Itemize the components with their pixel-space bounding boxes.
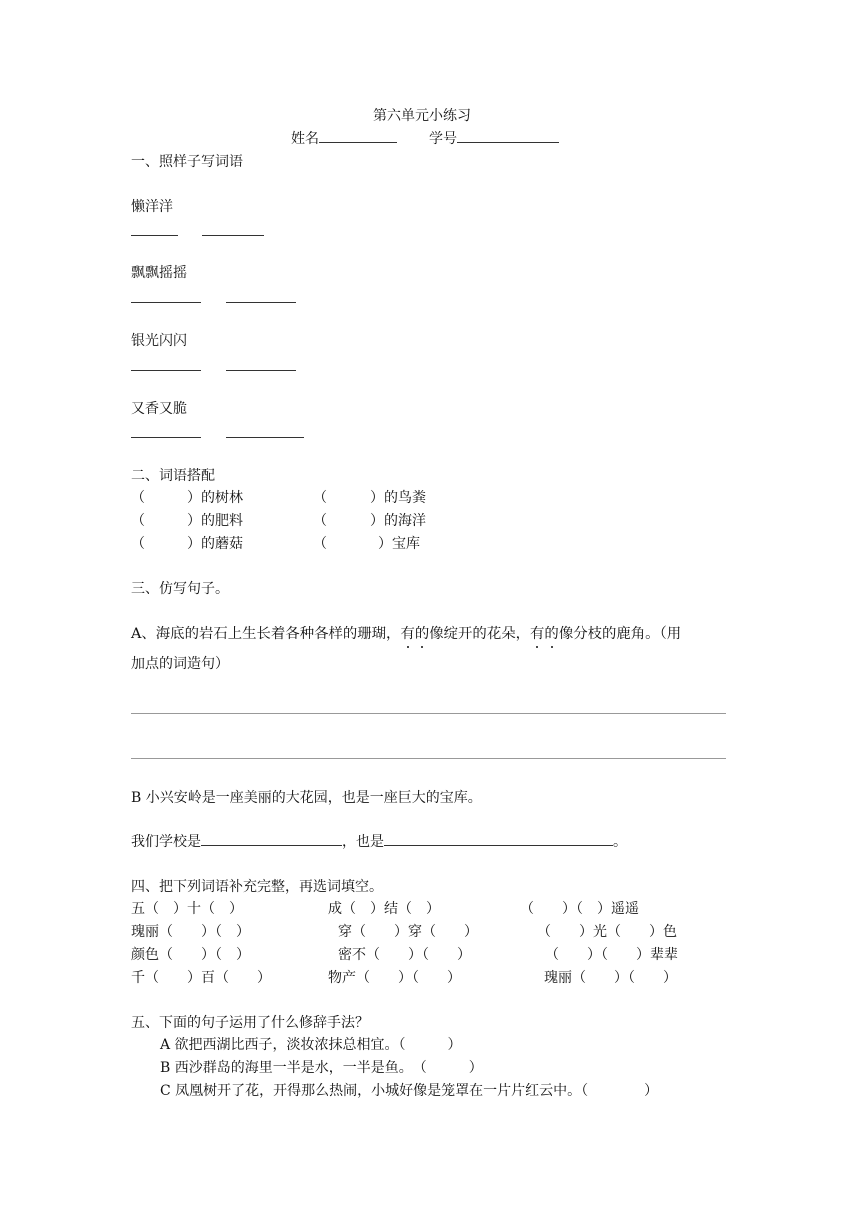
fill-text: 我们学校是: [131, 834, 201, 850]
fill-blank[interactable]: [384, 833, 613, 846]
example-word-3: 银光闪闪: [131, 333, 187, 349]
answer-blank[interactable]: [131, 302, 201, 303]
idiom-item: （ ）（ ）遥遥: [520, 901, 639, 917]
answer-blank[interactable]: [226, 370, 296, 371]
idiom-item: 物产（ ）（ ）: [328, 970, 461, 986]
match-paren-open: （: [313, 513, 327, 529]
rhetoric-item: B 西沙群岛的海里一半是水，一半是鱼。 （ ）: [160, 1060, 483, 1076]
answer-blank[interactable]: [131, 437, 201, 438]
id-blank[interactable]: [457, 130, 559, 143]
sentence-a-text: 像分枝的鹿角。（用: [558, 626, 682, 642]
dotted-char: 有: [400, 626, 415, 642]
idiom-item: 成（ ）结（ ）: [328, 901, 440, 917]
dotted-char: 的: [544, 626, 559, 642]
dotted-char: 有: [530, 626, 545, 642]
idiom-item: 颜色（ ）（ ）: [131, 947, 250, 963]
idiom-item: 穿（ ）穿（ ）: [338, 924, 478, 940]
match-paren-open: （: [131, 490, 145, 506]
match-paren-open: （: [131, 536, 145, 552]
sentence-a-line2: 加点的词造句）: [131, 656, 229, 672]
match-item: ）的树林: [187, 490, 243, 506]
example-word-1: 懒洋洋: [131, 199, 173, 215]
section4-heading: 四、把下列词语补充完整，再选词填空。: [131, 879, 383, 895]
match-item: ）的蘑菇: [187, 536, 243, 552]
match-paren-open: （: [313, 490, 327, 506]
match-paren-open: （: [131, 513, 145, 529]
idiom-item: （ ）光（ ）色: [537, 924, 677, 940]
example-word-2: 飘飘摇摇: [131, 265, 187, 281]
example-word-4: 又香又脆: [131, 401, 187, 417]
answer-blank[interactable]: [226, 437, 304, 438]
match-item: ）的海洋: [370, 513, 426, 529]
idiom-item: 瑰丽（ ）（ ）: [131, 924, 250, 940]
id-label: 学号: [429, 131, 457, 147]
match-item: ）的鸟粪: [370, 490, 426, 506]
match-item: ）宝库: [378, 536, 420, 552]
sentence-b-fill: [131, 833, 627, 851]
fill-blank[interactable]: [201, 833, 342, 846]
name-label: 姓名: [291, 131, 319, 147]
fill-text: ，也是: [342, 834, 384, 850]
match-paren-open: （: [313, 536, 327, 552]
section2-heading: 二、词语搭配: [131, 468, 215, 484]
section5-heading: 五、下面的句子运用了什么修辞手法？: [131, 1015, 369, 1031]
match-item: ）的肥料: [187, 513, 243, 529]
rhetoric-item: C 凤凰树开了花，开得那么热闹，小城好像是笼罩在一片片红云中。（ ）: [160, 1083, 659, 1099]
rhetoric-item: A 欲把西湖比西子，淡妆浓抹总相宜。（ ）: [160, 1037, 462, 1053]
section3-heading: 三、仿写句子。: [131, 581, 229, 597]
answer-blank[interactable]: [131, 370, 201, 371]
sentence-b: B 小兴安岭是一座美丽的大花园，也是一座巨大的宝库。: [131, 790, 482, 806]
fill-text: 。: [613, 834, 627, 850]
sentence-a-text: A、海底的岩石上生长着各种各样的珊瑚，: [131, 626, 401, 642]
answer-blank[interactable]: [202, 235, 264, 236]
page-title: 第六单元小练习: [373, 108, 471, 124]
name-blank[interactable]: [319, 130, 397, 143]
student-info-line: [291, 130, 559, 148]
writing-line[interactable]: [131, 713, 726, 714]
idiom-item: 密不（ ）（ ）: [338, 947, 471, 963]
section1-heading: 一、照样子写词语: [131, 154, 243, 170]
writing-line[interactable]: [131, 758, 726, 759]
idiom-item: （ ）（ ）辈辈: [545, 947, 678, 963]
dotted-char: 的: [414, 626, 430, 642]
sentence-a-text: 像绽开的花朵，: [429, 626, 530, 642]
idiom-item: 千（ ）百（ ）: [131, 970, 271, 986]
answer-blank[interactable]: [131, 235, 178, 236]
answer-blank[interactable]: [226, 302, 296, 303]
idiom-item: 五（ ）十（ ）: [131, 901, 243, 917]
sentence-a: [131, 625, 681, 643]
idiom-item: 瑰丽（ ）（ ）: [544, 970, 677, 986]
